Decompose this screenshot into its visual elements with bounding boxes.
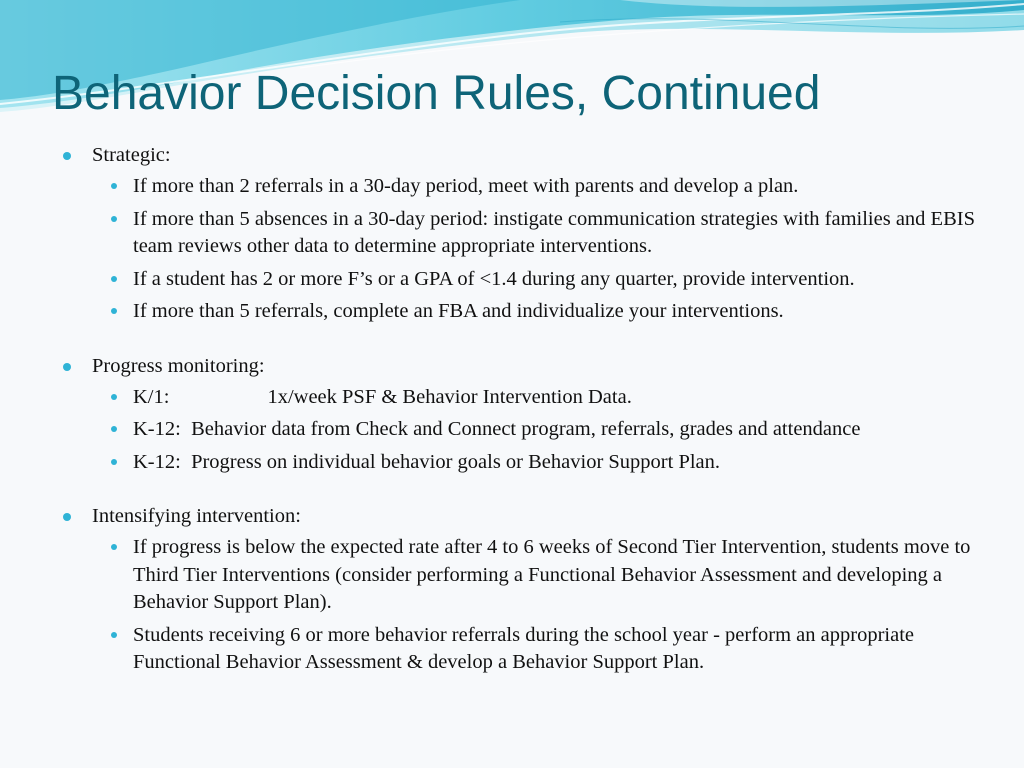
grade-label: K/1: <box>133 385 170 408</box>
bullet-list <box>60 173 990 326</box>
section-heading: Progress monitoring: <box>60 352 990 381</box>
list-item: Students receiving 6 or more behavior referrals during the school year - perform an appropriate Functional Behavior Assessment & develop a Behavior Support Plan. <box>60 622 990 677</box>
bullet-list <box>60 384 990 477</box>
slide-content <box>60 141 990 682</box>
list-item: If a student has 2 or more F’s or a GPA of <1.4 during any quarter, provide intervention. <box>60 266 990 294</box>
grade-text: 1x/week PSF & Behavior Intervention Data. <box>267 385 632 408</box>
section-intensifying-intervention <box>60 502 990 677</box>
slide-title: Behavior Decision Rules, Continued <box>52 67 821 120</box>
section-heading: Intensifying intervention: <box>60 502 990 531</box>
list-item: If more than 2 referrals in a 30-day period, meet with parents and develop a plan. <box>60 173 990 201</box>
bullet-list <box>60 534 990 677</box>
list-item: If progress is below the expected rate after 4 to 6 weeks of Second Tier Intervention, students move to Third Tier Interventions (consider performing a Functional Behavior Assessment and developing a Behavior Support Plan). <box>60 534 990 617</box>
section-heading: Strategic: <box>60 141 990 170</box>
list-item: K-12: Progress on individual behavior goals or Behavior Support Plan. <box>60 449 990 477</box>
section-strategic <box>60 141 990 326</box>
list-item <box>60 384 990 412</box>
list-item: If more than 5 referrals, complete an FBA and individualize your interventions. <box>60 298 990 326</box>
list-item: If more than 5 absences in a 30-day period: instigate communication strategies with families and EBIS team reviews other data to determine appropriate interventions. <box>60 206 990 261</box>
list-item: K-12: Behavior data from Check and Connect program, referrals, grades and attendance <box>60 416 990 444</box>
section-progress-monitoring <box>60 352 990 477</box>
